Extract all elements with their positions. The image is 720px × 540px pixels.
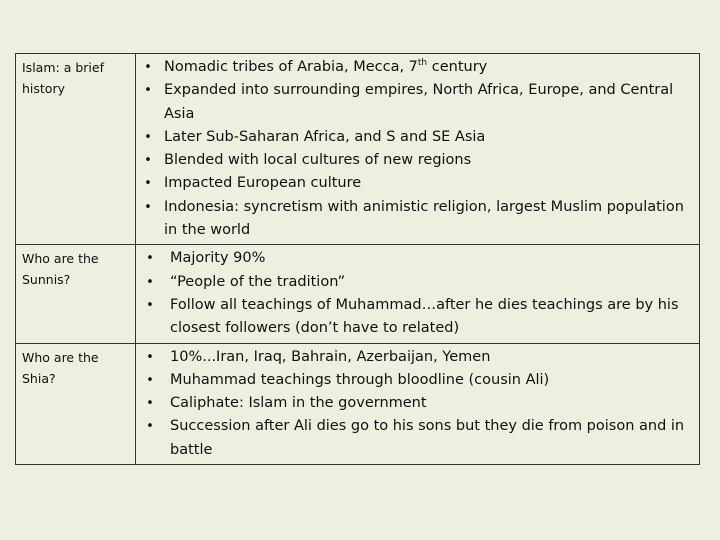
list-item [142,392,695,415]
bullet-icon: • [144,60,152,75]
item-text: “People of the tradition” [170,273,346,290]
list-item [142,172,695,195]
list-item [142,271,695,294]
bullet-icon: • [146,251,154,267]
label-cell [16,54,136,245]
item-text: Follow all teachings of Muhammad…after he dies teachings are by his closest followers (don’t have to related) [170,296,679,337]
list-item [142,126,695,149]
bullet-icon: • [144,129,152,145]
row-sunnis [16,245,700,343]
bullet-list [136,245,699,342]
content-cell [136,343,700,464]
bullet-icon: • [146,349,154,365]
list-item [142,149,695,172]
row-label: Islam: a brief history [22,60,104,96]
list-item [142,79,695,126]
bullet-list [136,344,699,464]
bullet-icon: • [146,419,154,435]
content-cell [136,245,700,343]
bullet-icon: • [144,199,152,215]
item-text: Later Sub-Saharan Africa, and S and SE Asia [164,128,486,145]
item-text: Succession after Ali dies go to his sons but they die from poison and in battle [170,418,685,458]
bullet-list [136,54,699,244]
row-label: Who are the Sunnis? [22,251,99,288]
list-item [142,346,695,369]
list-item [142,56,695,79]
list-item [142,196,695,243]
bullet-icon: • [146,372,154,388]
bullet-icon: • [146,396,154,412]
bullet-icon: • [144,176,152,192]
row-islam-history [16,54,700,245]
item-text: Expanded into surrounding empires, North Africa, Europe, and Central Asia [164,82,674,122]
row-label: Who are the Shia? [22,349,99,386]
bullet-icon: • [144,153,152,169]
content-cell [136,54,700,245]
bullet-icon: • [144,83,152,99]
label-cell [16,245,136,343]
item-text: Majority 90% [170,250,266,267]
label-cell [16,343,136,464]
list-item [142,415,695,462]
item-text: Indonesia: syncretism with animistic religion, largest Muslim population in the world [164,198,684,239]
item-text: Blended with local cultures of new regions [164,152,472,169]
notes-table [15,53,700,465]
item-text: 10%...Iran, Iraq, Bahrain, Azerbaijan, Yemen [170,348,491,365]
list-item [142,247,695,270]
item-text: Nomadic tribes of Arabia, Mecca, 7th century [164,58,488,75]
list-item [142,369,695,392]
item-text: Caliphate: Islam in the government [170,395,427,412]
bullet-icon: • [146,274,154,290]
item-text: Impacted European culture [164,175,362,192]
item-text: Muhammad teachings through bloodline (cousin Ali) [170,371,550,388]
row-shia [16,343,700,464]
list-item [142,294,695,341]
bullet-icon: • [146,297,154,313]
